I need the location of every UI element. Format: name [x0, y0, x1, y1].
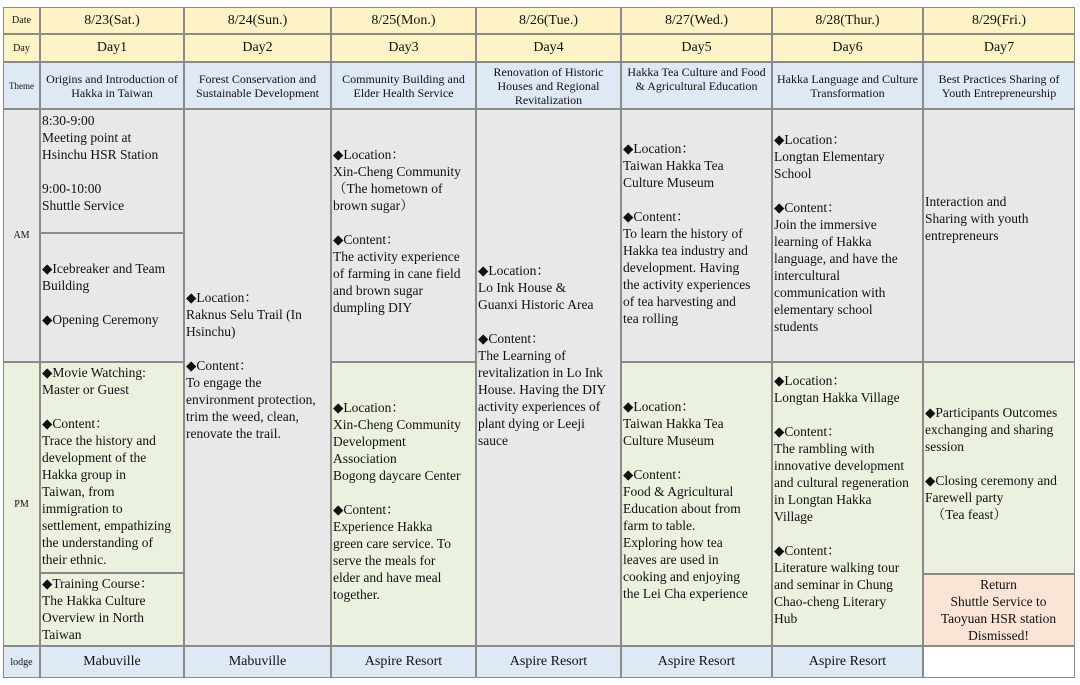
theme-cell-7	[923, 62, 1075, 109]
row-label-am-text: AM	[13, 230, 30, 241]
text-line: development. Having	[623, 260, 740, 275]
text-line: trim the weed, clean,	[186, 409, 299, 424]
text-line: ◆Location：	[623, 399, 695, 414]
date-text: 8/26(Tue.)	[519, 12, 578, 28]
text-line: Return	[980, 577, 1017, 592]
text-line: Taiwan	[42, 627, 82, 642]
text-line: the Lei Cha experience	[623, 586, 748, 601]
text-line: the activity experiences	[623, 277, 751, 292]
theme-text: Forest Conservation and Sustainable Development	[196, 72, 319, 100]
day7-am-cell	[923, 109, 1075, 362]
text-line: Dismissed!	[968, 628, 1029, 643]
day1-pm-training-text	[41, 575, 181, 643]
text-line: 8:30-9:00	[42, 113, 95, 128]
text-line: Development	[333, 434, 406, 449]
text-line: Xin-Cheng Community	[333, 164, 461, 179]
day-cell-3	[331, 34, 476, 62]
text-line: Guanxi Historic Area	[478, 297, 594, 312]
text-line: Hakka group in	[42, 467, 126, 482]
row-label-day	[3, 34, 40, 62]
text-line: To engage the	[186, 375, 262, 390]
text-line: ◆Training Course：	[42, 576, 154, 591]
text-line: Chao-cheng Literary	[774, 594, 887, 609]
date-cell-3	[331, 7, 476, 34]
text-line: Education about from	[623, 501, 741, 516]
day4-activity-cell	[476, 109, 621, 646]
text-line: ◆Icebreaker and Team	[42, 261, 166, 276]
text-line	[186, 340, 328, 357]
text-line	[925, 455, 1072, 472]
day-text: Day4	[533, 40, 564, 55]
text-line: ◆Content：	[186, 358, 253, 373]
text-line: exchanging and sharing	[925, 422, 1054, 437]
text-line: ◆Location：	[333, 400, 405, 415]
day-text: Day6	[832, 40, 863, 55]
text-line: ◆Location：	[478, 263, 550, 278]
date-text: 8/27(Wed.)	[664, 12, 729, 28]
day-text: Day7	[983, 40, 1015, 55]
day-text: Day1	[96, 40, 128, 55]
date-cell-4	[476, 7, 621, 34]
text-line: plant dying or Leeji	[478, 416, 585, 431]
lodge-text: Mabuville	[228, 654, 287, 669]
itinerary-table	[3, 7, 1075, 678]
text-line: ◆Content：	[333, 232, 400, 247]
row-label-lodge-text: lodge	[10, 656, 33, 668]
day1-pm-training-cell	[40, 573, 184, 646]
text-line: ◆Opening Ceremony	[42, 312, 159, 327]
text-line: Hsinchu)	[186, 324, 236, 339]
text-line: ◆Content：	[333, 502, 400, 517]
text-line: Experience Hakka	[333, 519, 433, 534]
day1-am-arrival-cell	[40, 109, 184, 233]
day5-pm-cell	[621, 362, 772, 646]
day6-pm-text	[773, 372, 920, 627]
row-label-pm-text: PM	[14, 498, 29, 510]
text-line: and brown sugar	[333, 283, 423, 298]
theme-cell-2	[184, 62, 331, 109]
day3-am-text	[332, 146, 473, 316]
day7-return-text	[924, 576, 1072, 644]
row-label-theme	[3, 62, 40, 109]
lodge-cell-2	[184, 646, 331, 678]
lodge-cell-1	[40, 646, 184, 678]
text-line: Hakka tea industry and	[623, 243, 748, 258]
text-line: farm to table.	[623, 518, 696, 533]
text-line: The activity experience	[333, 249, 460, 264]
day-cell-2	[184, 34, 331, 62]
day2-activity-cell	[184, 109, 331, 646]
theme-cell-3	[331, 62, 476, 109]
text-line: ◆Location：	[186, 290, 258, 305]
text-line	[42, 294, 181, 311]
day-cell-1	[40, 34, 184, 62]
text-line	[478, 313, 618, 330]
text-line: Meeting point at	[42, 130, 132, 145]
date-text: 8/29(Fri.)	[971, 12, 1027, 28]
text-line: The Hakka Culture	[42, 593, 146, 608]
day2-activity-text	[185, 289, 328, 442]
lodge-text: Aspire Resort	[808, 654, 887, 669]
theme-text: Hakka Tea Culture and Food & Agricultural Education	[627, 65, 766, 93]
theme-cell-6	[772, 62, 923, 109]
lodge-text: Aspire Resort	[364, 654, 443, 669]
text-line: learning of Hakka	[774, 234, 872, 249]
text-line: Longtan Hakka Village	[774, 390, 900, 405]
text-line	[333, 484, 473, 501]
text-line	[774, 406, 920, 423]
text-line	[774, 525, 920, 542]
text-line: ◆Content：	[623, 209, 690, 224]
date-text: 8/23(Sat.)	[84, 12, 140, 28]
text-line: ◆Content：	[774, 200, 841, 215]
text-line: entrepreneurs	[925, 228, 999, 243]
text-line: （The hometown of	[333, 181, 443, 196]
text-line: of tea harvesting and	[623, 294, 736, 309]
text-line: Farewell party	[925, 490, 1004, 505]
text-line: sauce	[478, 433, 508, 448]
text-line: Raknus Selu Trail (In	[186, 307, 302, 322]
text-line: Village	[774, 509, 813, 524]
text-line: development of the	[42, 450, 147, 465]
day5-am-cell	[621, 109, 772, 362]
text-line: Interaction and	[925, 194, 1007, 209]
text-line: Xin-Cheng Community	[333, 417, 461, 432]
text-line: dumpling DIY	[333, 300, 413, 315]
text-line	[42, 398, 181, 415]
text-line: Building	[42, 278, 90, 293]
theme-text: Renovation of Historic Houses and Regional Revitalization	[493, 65, 604, 107]
row-label-am	[3, 109, 40, 362]
text-line: immigration to	[42, 501, 123, 516]
day-cell-4	[476, 34, 621, 62]
date-cell-7	[923, 7, 1075, 34]
theme-cell-1	[40, 62, 184, 109]
date-cell-5	[621, 7, 772, 34]
text-line: ◆Location：	[623, 141, 695, 156]
lodge-text: Mabuville	[83, 654, 141, 669]
text-line: ◆Location：	[774, 373, 846, 388]
text-line: 9:00-10:00	[42, 181, 102, 196]
lodge-cell-5	[621, 646, 772, 678]
day-cell-5	[621, 34, 772, 62]
text-line: Master or Guest	[42, 382, 129, 397]
day7-pm-cell	[923, 362, 1075, 574]
text-line: of farming in cane field	[333, 266, 461, 281]
lodge-cell-4	[476, 646, 621, 678]
text-line: their ethnic.	[42, 552, 107, 567]
date-cell-1	[40, 7, 184, 34]
date-text: 8/28(Thur.)	[815, 12, 880, 28]
text-line: renovate the trail.	[186, 426, 281, 441]
text-line: Taoyuan HSR station	[940, 611, 1057, 626]
day-text: Day3	[388, 40, 419, 55]
row-label-pm	[3, 362, 40, 646]
text-line: settlement, empathizing	[42, 518, 171, 533]
text-line: in Longtan Hakka	[774, 492, 872, 507]
text-line: ◆Closing ceremony and	[925, 473, 1057, 488]
text-line: ◆Location：	[333, 147, 405, 162]
day7-am-text	[924, 193, 1072, 244]
text-line: green care service. To	[333, 536, 451, 551]
text-line: revitalization in Lo Ink	[478, 365, 603, 380]
text-line: environment protection,	[186, 392, 316, 407]
text-line: Lo Ink House &	[478, 280, 567, 295]
theme-text: Community Building and Elder Health Service	[342, 72, 465, 100]
day3-am-cell	[331, 109, 476, 362]
text-line: together.	[333, 587, 380, 602]
text-line: The Learning of	[478, 348, 566, 363]
day-text: Day2	[242, 40, 273, 55]
text-line	[623, 191, 769, 208]
day6-am-cell	[772, 109, 923, 362]
text-line: Overview in North	[42, 610, 144, 625]
text-line: Bogong daycare Center	[333, 468, 461, 483]
text-line: ◆Content：	[42, 416, 109, 431]
text-line: language, and have the	[774, 251, 898, 266]
text-line: the understanding of	[42, 535, 153, 550]
lodge-text: Aspire Resort	[657, 654, 736, 669]
text-line: Trace the history and	[42, 433, 156, 448]
day6-pm-cell	[772, 362, 923, 646]
row-label-theme-text: Theme	[9, 80, 34, 91]
text-line: ◆Content：	[774, 424, 841, 439]
text-line: Longtan Elementary	[774, 149, 885, 164]
text-line: ◆Content：	[623, 467, 690, 482]
theme-cell-5	[621, 62, 772, 109]
text-line: tea rolling	[623, 311, 679, 326]
text-line: intercultural	[774, 268, 840, 283]
text-line: ◆Location：	[774, 132, 846, 147]
row-label-lodge	[3, 646, 40, 678]
day1-am-icebreaker-cell	[40, 233, 184, 362]
text-line: Culture Museum	[623, 175, 715, 190]
text-line: Exploring how tea	[623, 535, 723, 550]
day1-am-arrival-text	[41, 112, 181, 214]
day1-pm-movie-cell	[40, 362, 184, 573]
text-line: House. Having the DIY	[478, 382, 607, 397]
text-line: Taiwan Hakka Tea	[623, 158, 724, 173]
day5-pm-text	[622, 398, 769, 602]
text-line: students	[774, 319, 819, 334]
day-cell-7	[923, 34, 1075, 62]
text-line: serve the meals for	[333, 553, 436, 568]
day6-am-text	[773, 131, 920, 335]
text-line: Join the immersive	[774, 217, 877, 232]
date-cell-2	[184, 7, 331, 34]
text-line	[774, 182, 920, 199]
day-text: Day5	[681, 40, 712, 55]
text-line: and cultural regeneration	[774, 475, 909, 490]
text-line: Shuttle Service to	[950, 594, 1047, 609]
text-line: Hub	[774, 611, 798, 626]
text-line: innovative development	[774, 458, 905, 473]
text-line: School	[774, 166, 812, 181]
text-line: ◆Content：	[478, 331, 545, 346]
text-line: Taiwan, from	[42, 484, 115, 499]
lodge-cell-7	[923, 646, 1075, 678]
text-line: and seminar in Chung	[774, 577, 893, 592]
text-line: Food & Agricultural	[623, 484, 734, 499]
text-line: brown sugar）	[333, 198, 414, 213]
text-line: ◆Content：	[774, 543, 841, 558]
text-line: ◆Participants Outcomes	[925, 405, 1058, 420]
text-line: activity experiences of	[478, 399, 601, 414]
theme-text: Origins and Introduction of Hakka in Taiwan	[46, 72, 178, 100]
text-line: communication with	[774, 285, 886, 300]
row-label-date-text: Date	[12, 15, 31, 26]
text-line: Shuttle Service	[42, 198, 125, 213]
theme-text: Best Practices Sharing of Youth Entrepreneurship	[938, 72, 1060, 100]
text-line: （Tea feast）	[925, 507, 1007, 522]
day3-pm-cell	[331, 362, 476, 646]
text-line: cooking and enjoying	[623, 569, 740, 584]
text-line: ◆Movie Watching:	[42, 365, 146, 380]
text-line: The rambling with	[774, 441, 875, 456]
day3-pm-text	[332, 399, 473, 603]
date-cell-6	[772, 7, 923, 34]
text-line: Culture Museum	[623, 433, 715, 448]
text-line: Taiwan Hakka Tea	[623, 416, 724, 431]
theme-text: Hakka Language and Culture Transformation	[777, 72, 918, 100]
text-line: To learn the history of	[623, 226, 743, 241]
lodge-cell-6	[772, 646, 923, 678]
day1-am-icebreaker-text	[41, 260, 181, 328]
lodge-text: Aspire Resort	[509, 654, 588, 669]
text-line	[333, 214, 473, 231]
text-line: Association	[333, 451, 397, 466]
date-text: 8/24(Sun.)	[227, 12, 288, 28]
row-label-day-text: Day	[13, 42, 30, 54]
day7-pm-text	[924, 404, 1072, 523]
date-text: 8/25(Mon.)	[371, 12, 436, 28]
text-line: elementary school	[774, 302, 873, 317]
text-line: session	[925, 439, 965, 454]
day5-am-text	[622, 140, 769, 327]
text-line: Hsinchu HSR Station	[42, 147, 159, 162]
row-label-date	[3, 7, 40, 34]
day7-return-cell	[923, 574, 1075, 646]
text-line: leaves are used in	[623, 552, 719, 567]
day4-activity-text	[477, 262, 618, 449]
day-cell-6	[772, 34, 923, 62]
text-line: Sharing with youth	[925, 211, 1029, 226]
lodge-cell-3	[331, 646, 476, 678]
text-line	[623, 449, 769, 466]
text-line	[42, 163, 181, 180]
day1-pm-movie-text	[41, 364, 181, 568]
theme-cell-4	[476, 62, 621, 109]
text-line: elder and have meal	[333, 570, 442, 585]
text-line: Literature walking tour	[774, 560, 900, 575]
